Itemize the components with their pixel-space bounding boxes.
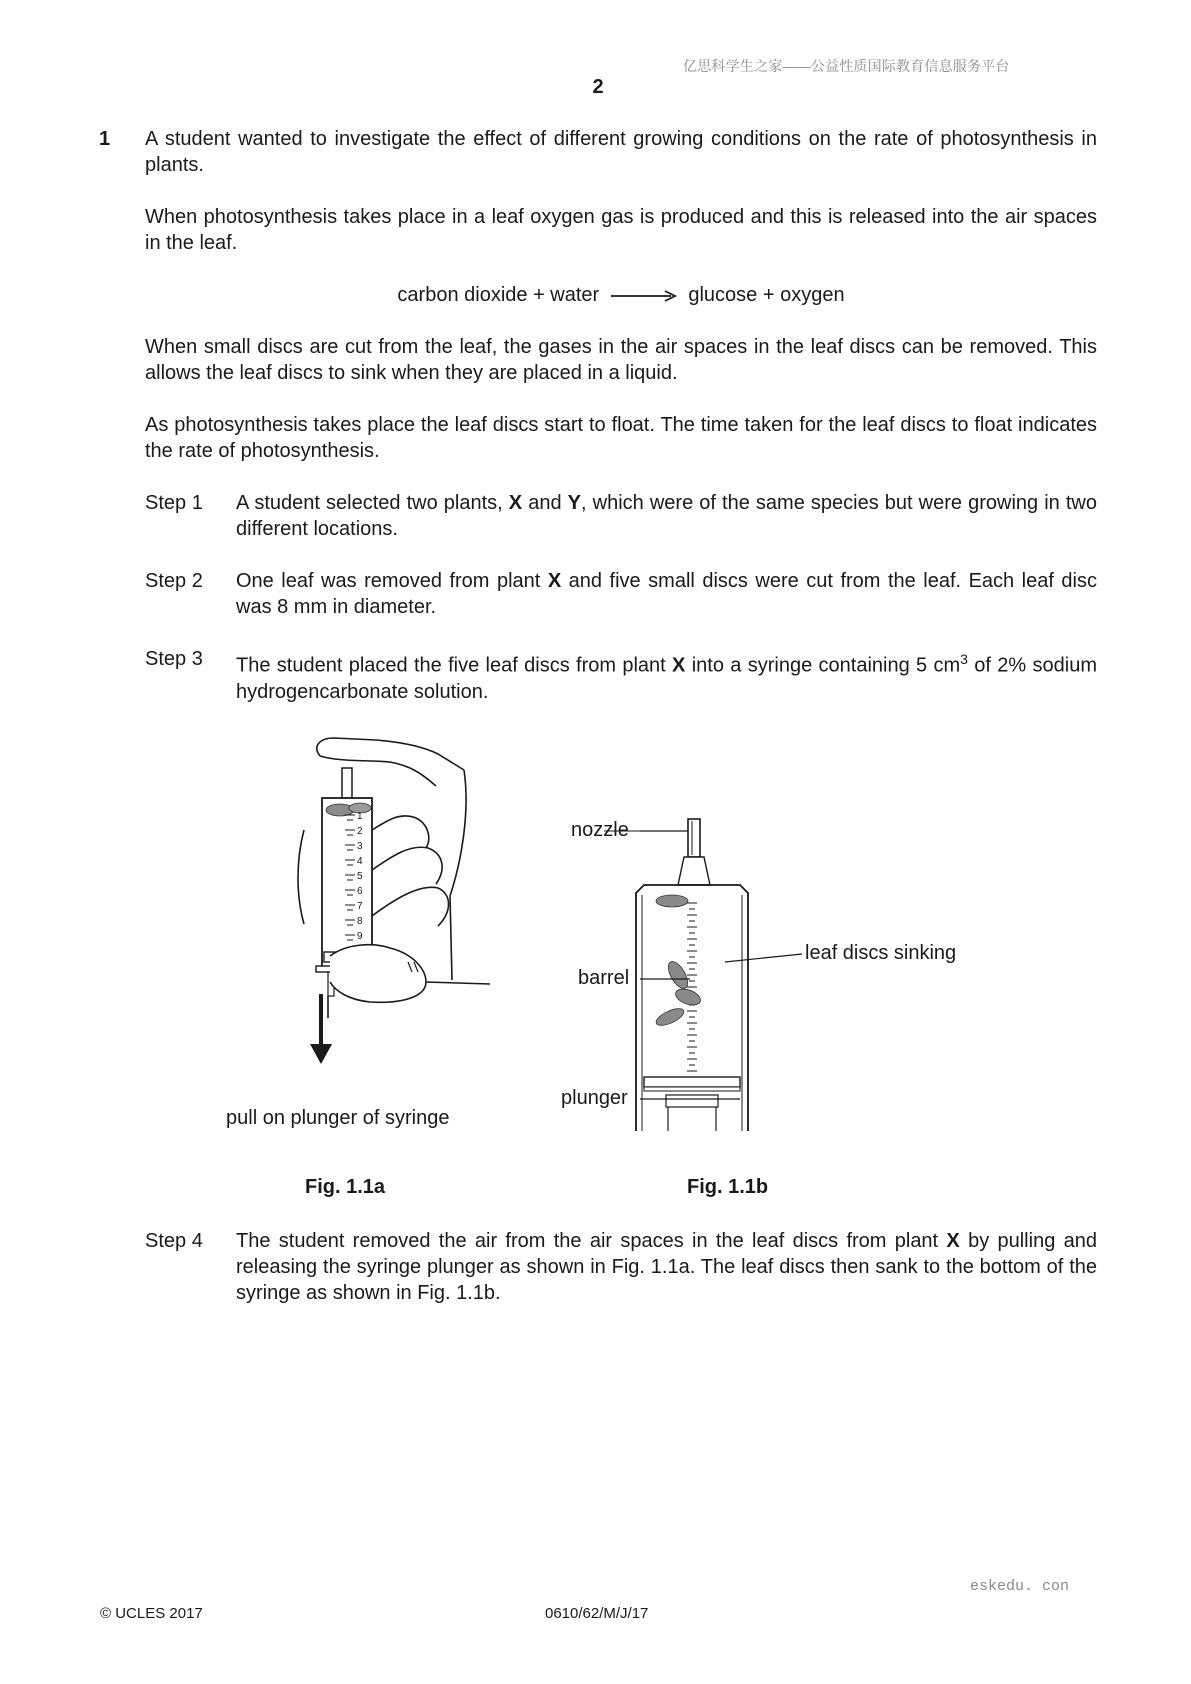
step-2-text: One leaf was removed from plant X and five small discs were cut from the leaf. Each leaf disc was 8 mm in diameter. [236, 570, 1097, 618]
scale-number: 6 [357, 886, 363, 897]
scale-number: 8 [357, 916, 363, 927]
scale-number: 3 [357, 841, 363, 852]
paragraph-float: As photosynthesis takes place the leaf discs start to float. The time taken for the leaf discs to float indicates the rate of photosynthesis. [145, 414, 1097, 462]
nozzle-label: nozzle [571, 819, 629, 841]
figure-1-1a-caption: Fig. 1.1a [305, 1176, 386, 1198]
equation-reactants: carbon dioxide + water [397, 284, 600, 306]
site-watermark: eskedu. con [970, 1578, 1070, 1595]
scale-number: 1 [357, 811, 363, 822]
scale-number: 9 [357, 931, 363, 942]
scale-number: 7 [357, 901, 363, 912]
step-1-text: A student selected two plants, X and Y, which were of the same species but were growing in two different locations. [236, 492, 1097, 540]
step-3-text: The student placed the five leaf discs from plant X into a syringe containing 5 $cm^3$ of 2% sodium hydrogencarbonate solution. [236, 651, 1097, 703]
barrel-label: barrel [578, 967, 630, 989]
equation-products: glucose + oxygen [688, 284, 845, 306]
step-1-label: Step 1 [145, 492, 203, 514]
question-intro: A student wanted to investigate the effect of different growing conditions on the rate of photosynthesis in plants. [145, 128, 1097, 176]
header-watermark: 亿思科学生之家——公益性质国际教育信息服务平台 [683, 58, 1010, 74]
plunger-label: plunger [561, 1087, 628, 1109]
step-4-text: The student removed the air from the air spaces in the leaf discs from plant X by pulling and releasing the syringe plunger as shown in Fig. 1.1a. The leaf discs then sank to the bottom of the syringe as shown in Fig. 1.1b. [236, 1230, 1097, 1304]
step-4-label: Step 4 [145, 1230, 203, 1252]
scale-number: 2 [357, 826, 363, 837]
figure-1-1b-caption: Fig. 1.1b [687, 1176, 769, 1198]
footer-copyright: © UCLES 2017 [100, 1605, 203, 1622]
paragraph-oxygen: When photosynthesis takes place in a leaf oxygen gas is produced and this is released into the air spaces in the leaf. [145, 206, 1097, 254]
paragraph-discs: When small discs are cut from the leaf, the gases in the air spaces in the leaf discs can be removed. This allows the leaf discs to sink when they are placed in a liquid. [145, 336, 1097, 384]
question-number: 1 [99, 128, 111, 150]
page-number: 2 [592, 76, 604, 98]
step-2-label: Step 2 [145, 570, 203, 592]
scale-number: 5 [357, 871, 363, 882]
step-3-label: Step 3 [145, 648, 203, 670]
scale-number: 4 [357, 856, 363, 867]
footer-paper-code: 0610/62/M/J/17 [545, 1605, 649, 1622]
leaf-discs-label: leaf discs sinking [805, 942, 957, 964]
pull-plunger-label: pull on plunger of syringe [226, 1107, 450, 1129]
